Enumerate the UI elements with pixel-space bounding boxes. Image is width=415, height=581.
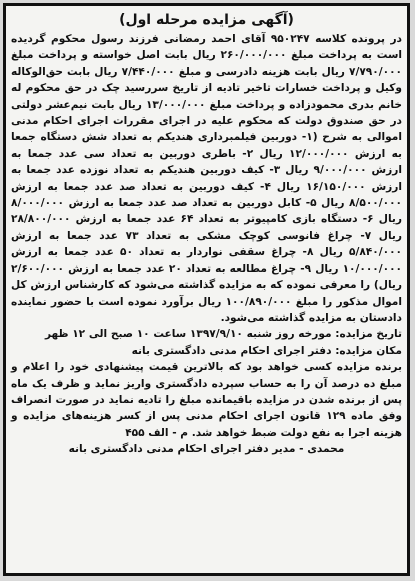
auction-date: تاریخ مزایده: مورخه روز شنبه ۱۳۹۷/۹/۱۰ ساعت ۱۰ صبح الی ۱۲ ظهر [44, 328, 402, 341]
auction-conditions: برنده مزایده کسی خواهد بود که بالاترین قیمت پیشنهادی خود را اعلام و مبلغ ده درصد آن را به حساب سپرده دادگستری واریز نماید و ظرف یک ماه پس از برنده شدن در مزایده باقیمانده مبلغ را تادیه نماید در صورت انصراف وفق ماده ۱۲۹ قانون اجرای احکام مدنی پس از کسر هزینه‌های مزایده و هزینه اجرا به نفع دولت ضبط خواهد شد. م - الف ۴۵۵ [11, 361, 402, 439]
notice-content [11, 10, 402, 569]
notice-title: (آگهی مزایده مرحله اول) [119, 12, 294, 28]
notice-signature: محمدی - مدیر دفتر اجرای احکام مدنی دادگستری بانه [68, 443, 345, 456]
notice-body: در پرونده کلاسه ۹۵۰۲۴۷ آقای احمد رمضانی فرزند رسول محکوم گردیده است به پرداخت مبلغ ۲۶۰/۰۰۰/۰۰۰ ریال بابت اصل خواسته و پرداخت مبلغ ۷/۷۹۰/۰۰۰ ریال بابت هزینه دادرسی و مبلغ ۷/۴۴۰/۰۰۰ ریال بابت حق‌الوکاله وکیل و پرداخت خسارات تاخیر تادیه از تاریخ سررسید چک در حق محکوم له خانم بدری محمودزاده و پرداخت مبلغ ۱۳/۰۰۰/۰۰۰ ریال بابت نیم‌عشر دولتی در حق صندوق دولت که محکوم علیه در اجرای مقررات اجرای احکام مدنی اموالی به شرح (۱- دوربین فیلمبرداری هندیکم به تعداد شش دستگاه جمعا به ارزش ۱۲/۰۰۰/۰۰۰ ریال ۲- باطری دوربین به تعداد سی عدد جمعا به ارزش ۹/۰۰۰/۰۰۰ ریال ۳- کیف دوربین هندیکم به تعداد نوزده عدد جمعا به ارزش ۱۶/۱۵۰/۰۰۰ ریال ۴- کیف دوربین به تعداد صد عدد جمعا به ارزش ۸/۵۰۰/۰۰۰ ریال ۵- کابل دوربین به تعداد صد عدد جمعا به ارزش ۸/۰۰۰/۰۰۰ ریال ۶- دستگاه بازی کامپیوتر به تعداد ۶۴ عدد جمعا به ارزش ۲۸/۸۰۰/۰۰۰ ریال ۷- چراغ فانوسی کوچک مشکی به تعداد ۷۳ عدد جمعا به ارزش ۵/۸۴۰/۰۰۰ ریال ۸- چراغ سقفی نواردار به تعداد ۵۰ عدد جمعا به ارزش ۱۰/۰۰۰/۰۰۰ ریال ۹- چراغ مطالعه به تعداد ۲۰ عدد جمعا به ارزش ۲/۶۰۰/۰۰۰ ریال) را معرفی نموده که به مزایده گذاشته می‌شود که کارشناس ارزش کل اموال مذکور را مبلغ ۱۰۰/۸۹۰/۰۰۰ ریال برآورد نموده است با حضور نماینده دادستان به مزایده گذاشته می‌شود. [11, 33, 403, 324]
auction-place: مکان مزایده: دفتر اجرای احکام مدنی دادگستری بانه [131, 344, 402, 357]
notice-frame [3, 3, 410, 576]
